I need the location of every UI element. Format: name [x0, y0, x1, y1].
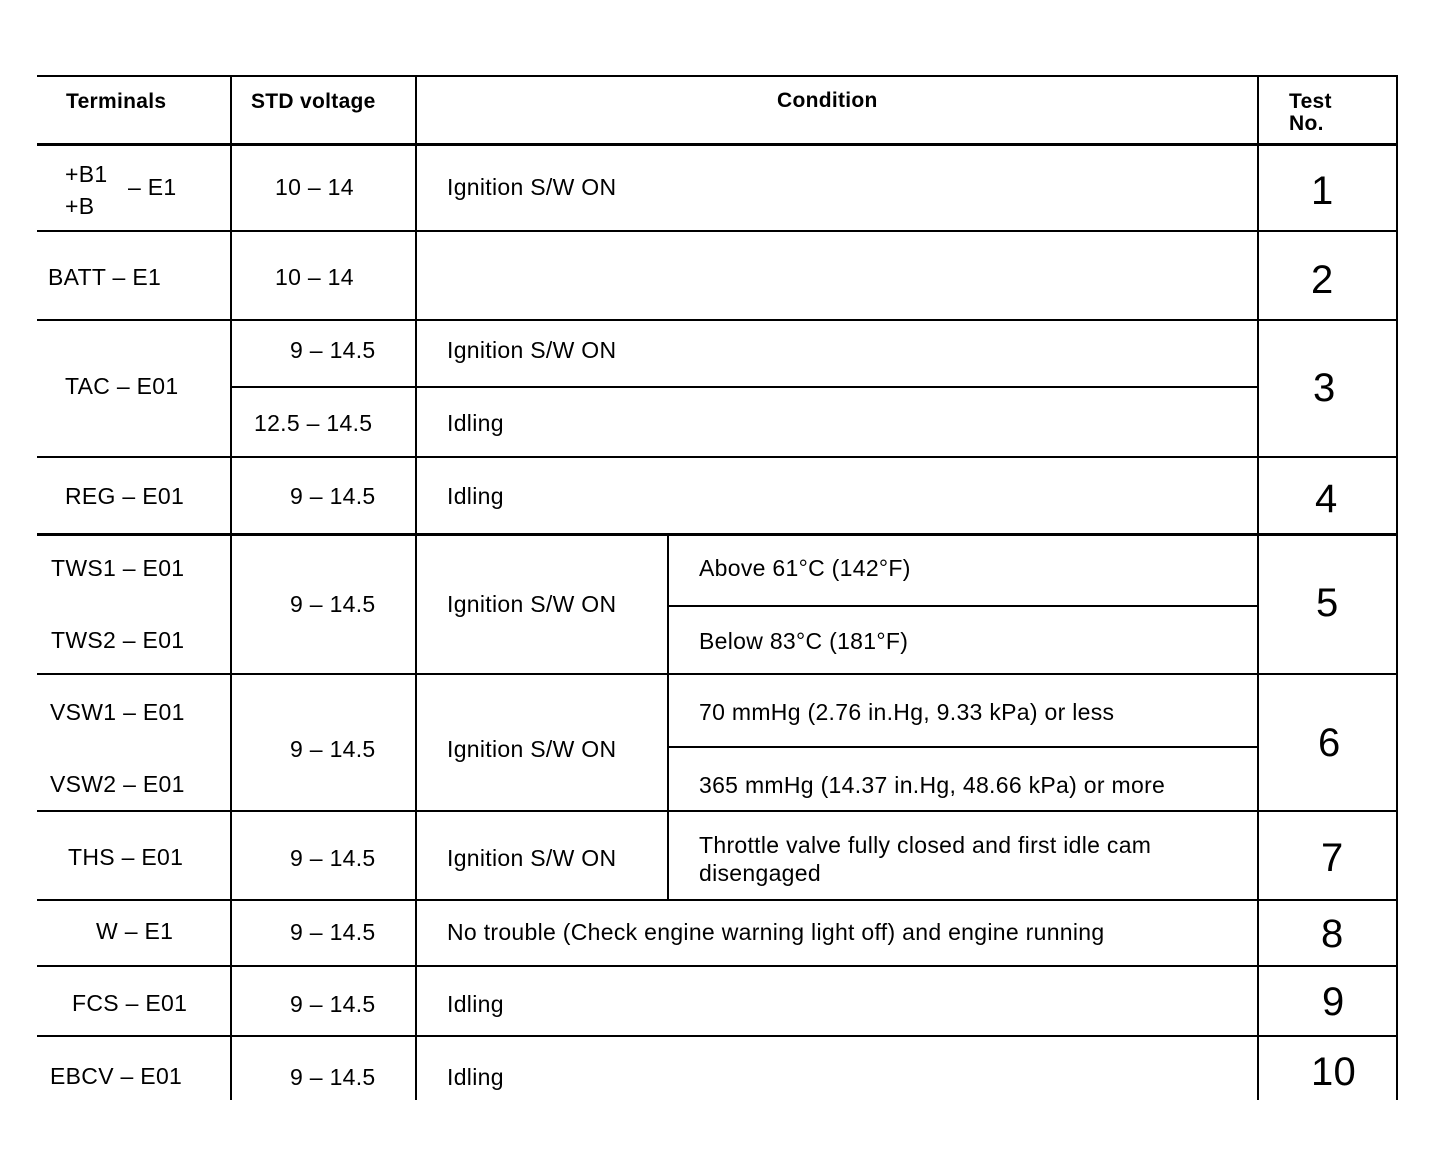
rule-row6-bottom — [37, 810, 1398, 812]
row3-voltage-2: 12.5 – 14.5 — [254, 410, 373, 436]
rule-col-terminals-right — [230, 75, 232, 1100]
row5-test-no: 5 — [1316, 581, 1339, 625]
row1-terminal-ground: – E1 — [128, 174, 177, 200]
row6-voltage: 9 – 14.5 — [290, 736, 376, 762]
row5-condition: Ignition S/W ON — [447, 591, 617, 617]
row2-terminal: BATT – E1 — [48, 264, 162, 290]
rule-row4-bottom — [37, 533, 1398, 536]
row10-condition: Idling — [447, 1064, 504, 1090]
row5-voltage: 9 – 14.5 — [290, 591, 376, 617]
row3-voltage-1: 9 – 14.5 — [290, 337, 376, 363]
rule-col-voltage-right — [415, 75, 417, 1100]
header-std-voltage: STD voltage — [251, 90, 376, 113]
header-terminals: Terminals — [66, 90, 167, 113]
row9-test-no: 9 — [1322, 980, 1345, 1024]
row4-test-no: 4 — [1315, 477, 1338, 521]
row1-voltage: 10 – 14 — [275, 174, 354, 200]
rule-row6-split — [667, 746, 1259, 748]
rule-top — [37, 75, 1398, 77]
row7-sub-condition-line1: Throttle valve fully closed and first idle cam — [699, 832, 1152, 858]
header-test-no-line1: Test — [1289, 90, 1332, 113]
row2-voltage: 10 – 14 — [275, 264, 354, 290]
rule-row5-split — [667, 605, 1259, 607]
row9-voltage: 9 – 14.5 — [290, 991, 376, 1017]
rule-row3-split — [230, 386, 1259, 388]
row5-terminal-2: TWS2 – E01 — [51, 627, 185, 653]
row7-terminal: THS – E01 — [68, 844, 184, 870]
row4-condition: Idling — [447, 483, 504, 509]
row6-sub-condition-1: 70 mmHg (2.76 in.Hg, 9.33 kPa) or less — [699, 699, 1115, 725]
row3-condition-2: Idling — [447, 410, 504, 436]
row10-test-no: 10 — [1311, 1050, 1357, 1094]
row2-test-no: 2 — [1311, 258, 1334, 302]
rule-row8-bottom — [37, 965, 1398, 967]
rule-row7-bottom — [37, 899, 1398, 901]
row1-test-no: 1 — [1311, 169, 1334, 213]
row6-terminal-2: VSW2 – E01 — [50, 771, 185, 797]
row6-condition: Ignition S/W ON — [447, 736, 617, 762]
row7-sub-condition-line2: disengaged — [699, 860, 821, 886]
row4-terminal: REG – E01 — [65, 483, 185, 509]
row5-terminal-1: TWS1 – E01 — [51, 555, 185, 581]
row5-sub-condition-2: Below 83°C (181°F) — [699, 628, 909, 654]
header-test-no-line2: No. — [1289, 112, 1324, 135]
row7-condition: Ignition S/W ON — [447, 845, 617, 871]
rule-row3-bottom — [37, 456, 1398, 458]
row8-condition: No trouble (Check engine warning light off) and engine running — [447, 919, 1105, 945]
row1-condition: Ignition S/W ON — [447, 174, 617, 200]
row5-sub-condition-1: Above 61°C (142°F) — [699, 555, 911, 581]
row1-terminal-b: +B — [65, 193, 95, 219]
row6-test-no: 6 — [1318, 721, 1341, 765]
row3-terminal: TAC – E01 — [65, 373, 179, 399]
row6-terminal-1: VSW1 – E01 — [50, 699, 185, 725]
rule-col-condition-right — [1257, 75, 1259, 1100]
row4-voltage: 9 – 14.5 — [290, 483, 376, 509]
header-condition: Condition — [777, 89, 878, 112]
row7-voltage: 9 – 14.5 — [290, 845, 376, 871]
rule-row1-bottom — [37, 230, 1398, 232]
row8-terminal: W – E1 — [96, 918, 174, 944]
row9-condition: Idling — [447, 991, 504, 1017]
rule-row2-bottom — [37, 319, 1398, 321]
rule-row9-bottom — [37, 1035, 1398, 1037]
row8-voltage: 9 – 14.5 — [290, 919, 376, 945]
row9-terminal: FCS – E01 — [72, 990, 188, 1016]
row8-test-no: 8 — [1321, 912, 1344, 956]
row6-sub-condition-2: 365 mmHg (14.37 in.Hg, 48.66 kPa) or more — [699, 772, 1166, 798]
rule-row5-bottom — [37, 673, 1398, 675]
row3-test-no: 3 — [1313, 366, 1336, 410]
row7-test-no: 7 — [1321, 836, 1344, 880]
row1-terminal-a: +B1 — [65, 161, 108, 187]
row10-voltage: 9 – 14.5 — [290, 1064, 376, 1090]
rule-subcondition-split — [667, 533, 669, 899]
rule-header-bottom — [37, 143, 1398, 146]
rule-col-testno-right — [1396, 75, 1398, 1100]
row10-terminal: EBCV – E01 — [50, 1063, 183, 1089]
row3-condition-1: Ignition S/W ON — [447, 337, 617, 363]
